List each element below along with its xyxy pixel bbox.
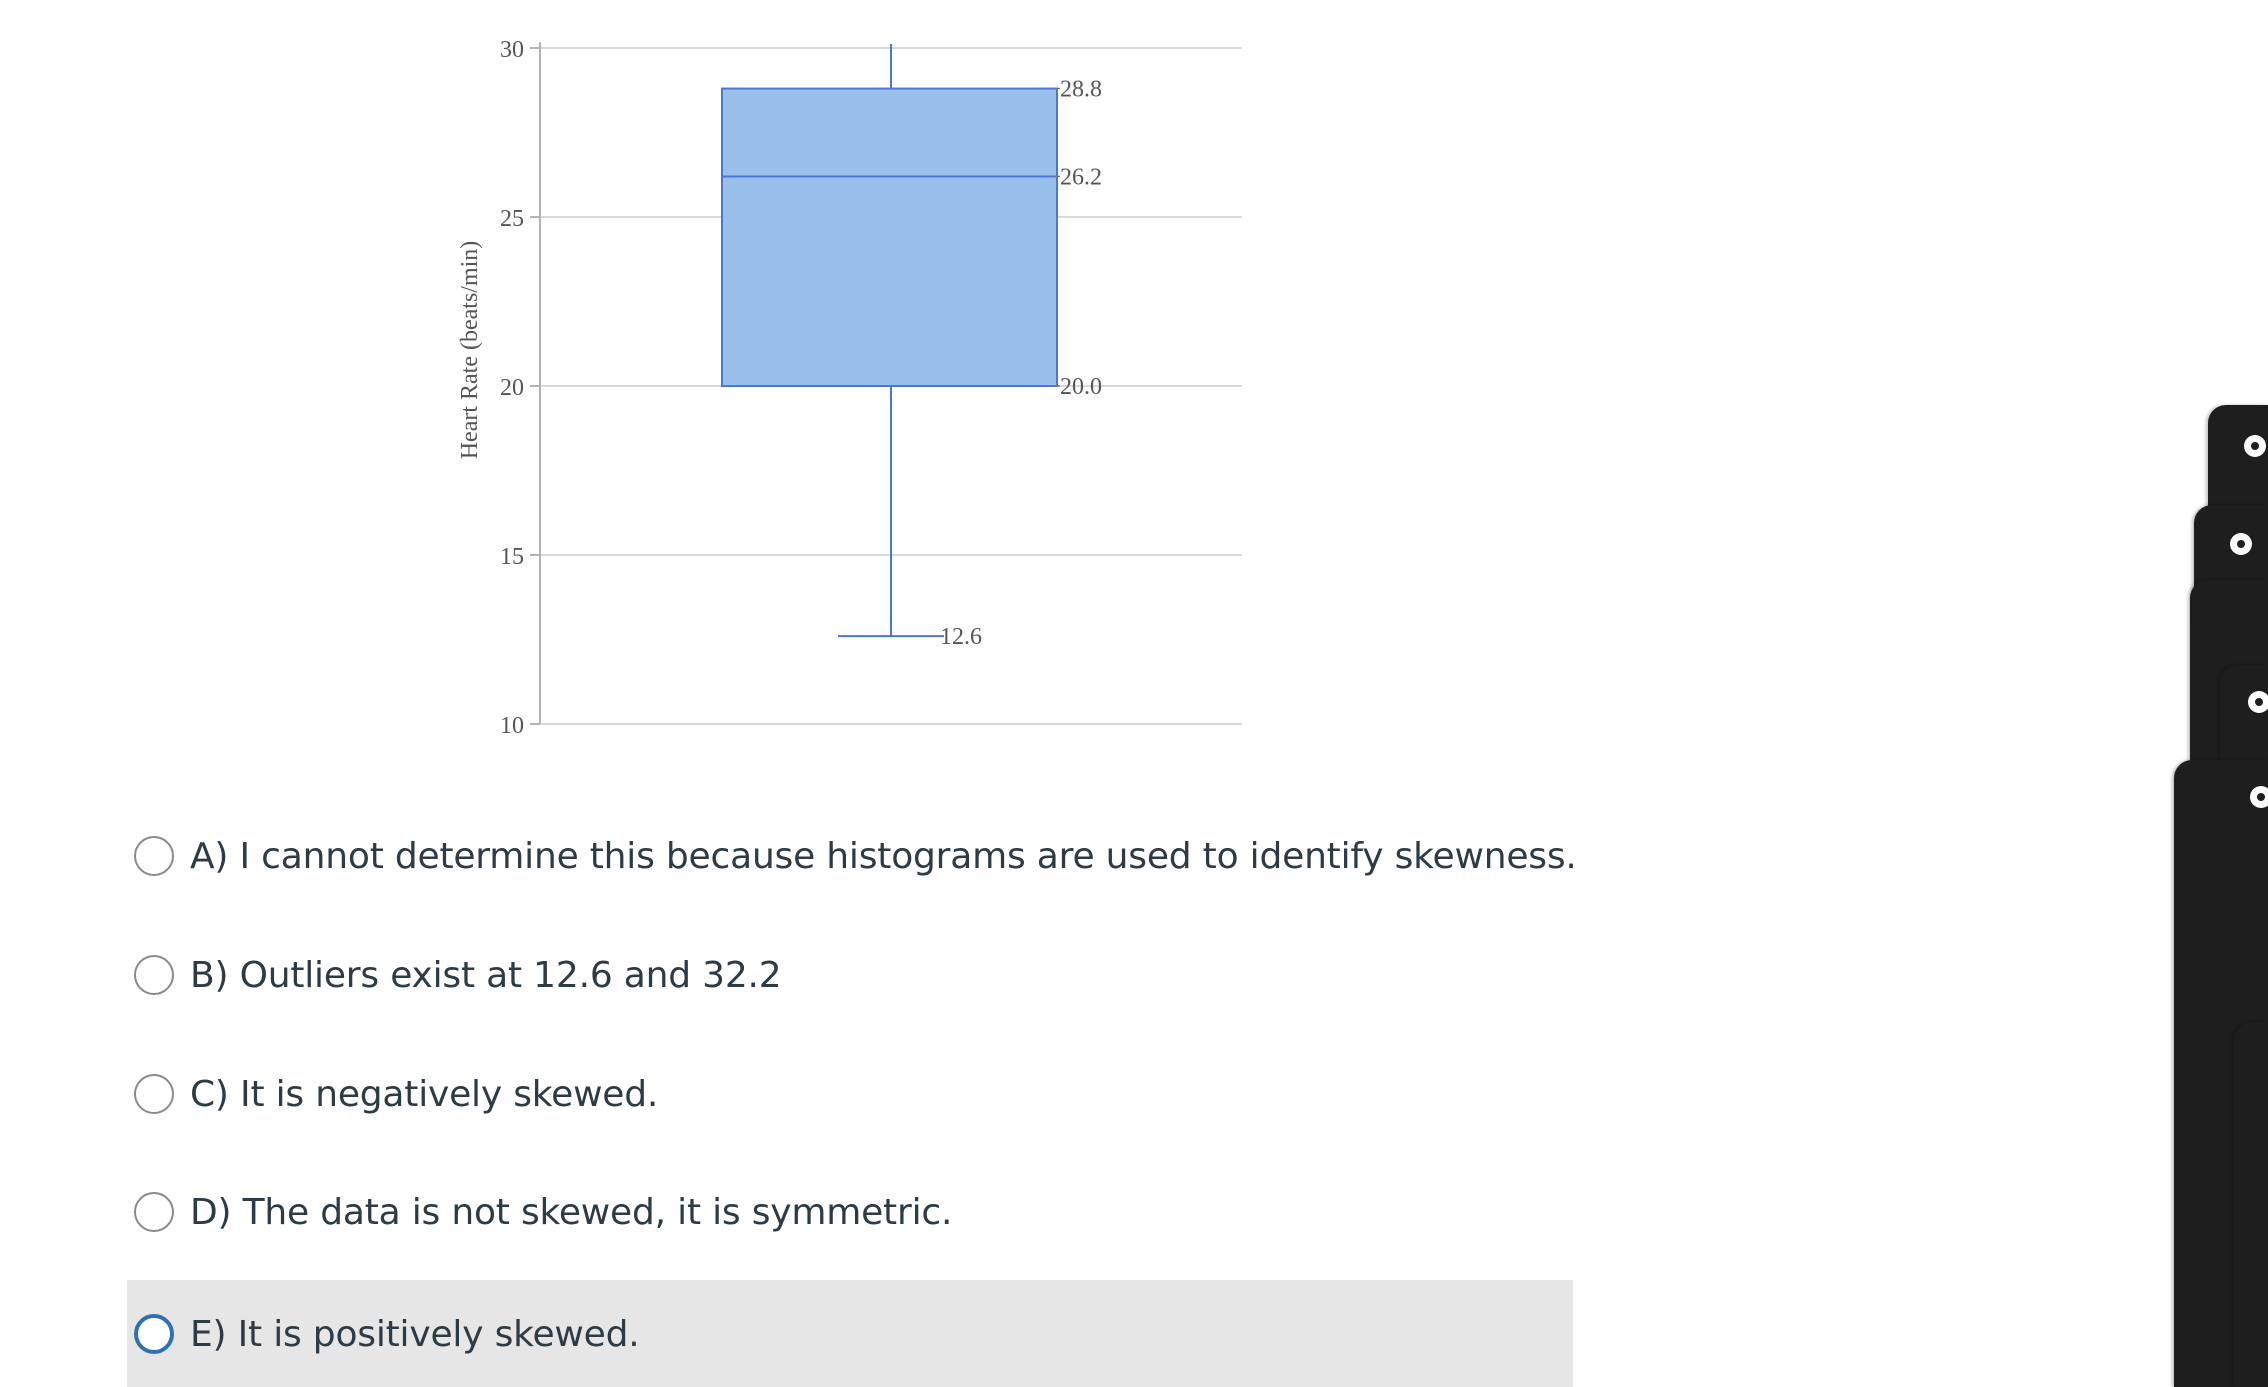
- chart-box-group: [722, 44, 1057, 636]
- y-tick-label-20: 20: [500, 375, 524, 401]
- label-min: 12.6: [940, 624, 982, 651]
- y-tick-label-25: 25: [500, 206, 524, 232]
- option-d-label: D) The data is not skewed, it is symmetric.: [190, 1191, 953, 1233]
- label-median: 26.2: [1060, 164, 1102, 191]
- option-a[interactable]: [127, 802, 1577, 910]
- y-tick-label-30: 30: [500, 37, 524, 63]
- side-tab-1-icon: [2244, 435, 2266, 457]
- label-q3: 28.8: [1060, 76, 1102, 103]
- label-q1: 20.0: [1060, 374, 1102, 400]
- option-a-label: A) I cannot determine this because histograms are used to identify skewness.: [190, 835, 1577, 877]
- side-tab-4-icon: [2248, 691, 2268, 713]
- option-c-label: C) It is negatively skewed.: [190, 1073, 659, 1115]
- side-tab-6[interactable]: [2234, 1022, 2268, 1387]
- iqr-box: [722, 89, 1057, 386]
- option-e-label: E) It is positively skewed.: [190, 1313, 640, 1355]
- option-c[interactable]: [127, 1040, 1573, 1148]
- option-b-label: B) Outliers exist at 12.6 and 32.2: [190, 954, 782, 996]
- radio-e[interactable]: [134, 1314, 174, 1354]
- y-tick-label-15: 15: [500, 544, 524, 570]
- option-e[interactable]: [127, 1280, 1573, 1387]
- radio-c[interactable]: [134, 1074, 174, 1114]
- side-panel-stack: [2168, 0, 2268, 1387]
- radio-a[interactable]: [134, 836, 174, 876]
- option-d[interactable]: [127, 1158, 1573, 1266]
- option-b[interactable]: [127, 921, 1573, 1029]
- y-axis-label: Heart Rate (beats/min): [457, 240, 483, 460]
- radio-d[interactable]: [134, 1192, 174, 1232]
- radio-b[interactable]: [134, 955, 174, 995]
- box-plot-chart: [0, 0, 1300, 760]
- y-tick-label-10: 10: [500, 713, 524, 739]
- side-tab-5-icon: [2250, 786, 2268, 808]
- side-tab-2-icon: [2230, 533, 2252, 555]
- chart-axes: [457, 37, 540, 739]
